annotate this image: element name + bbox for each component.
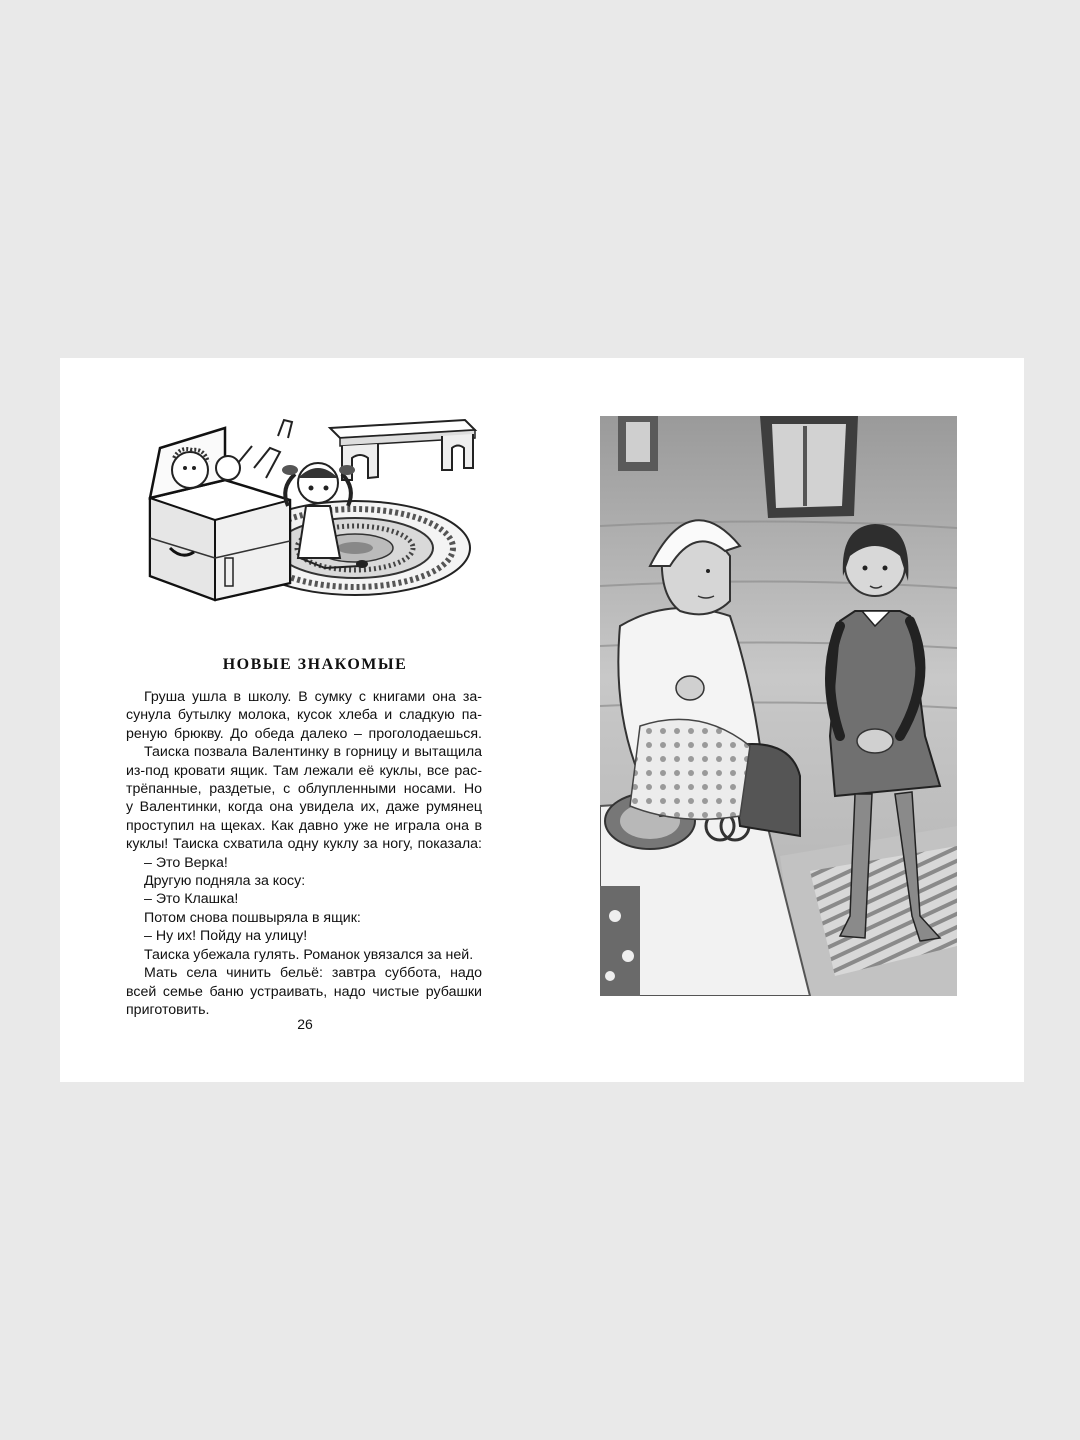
text-line: трёпанные, раздетые, с облупленными носами. Но xyxy=(126,781,482,798)
chapter-title: НОВЫЕ ЗНАКОМЫЕ xyxy=(222,656,408,673)
text-line: из-под кровати ящик. Там лежали её куклы, все рас- xyxy=(126,762,482,779)
text-line: у Валентинки, когда она увидела их, даже румянец xyxy=(126,799,482,816)
text-line: всей семье баню устраивать, надо чистые рубашки xyxy=(126,983,482,1000)
chapter-text xyxy=(126,688,482,1019)
book-spread xyxy=(60,358,1024,1082)
text-line: – Это Верка! xyxy=(144,854,228,871)
mother-and-girl-illustration xyxy=(600,416,957,996)
text-line: Груша ушла в школу. В сумку с книгами она за- xyxy=(144,689,482,705)
text-line: Мать села чинить бельё: завтра суббота, надо xyxy=(144,965,482,982)
page-number: 26 xyxy=(297,1016,313,1032)
text-line: Таиска позвала Валентинку в горницу и вытащила xyxy=(144,744,482,761)
text-line: – Это Клашка! xyxy=(144,891,239,908)
text-line: проступил на щеках. Как давно уже не играла она в xyxy=(126,817,482,834)
text-line: Таиска убежала гулять. Романок увязался за ней. xyxy=(144,946,474,963)
text-line: Потом снова пошвыряла в ящик: xyxy=(144,909,361,926)
text-line: реную брюкву. До обеда далеко – проголодаешься. xyxy=(126,725,482,742)
text-line: сунула бутылку молока, кусок хлеба и сладкую па- xyxy=(126,707,482,724)
text-line: Другую подняла за косу: xyxy=(144,873,306,890)
dolls-box-illustration xyxy=(130,408,480,608)
text-line: приготовить. xyxy=(126,1001,210,1018)
text-line: – Ну их! Пойду на улицу! xyxy=(144,928,308,945)
text-line: куклы! Таиска схватила одну куклу за ногу, показала: xyxy=(126,836,482,853)
